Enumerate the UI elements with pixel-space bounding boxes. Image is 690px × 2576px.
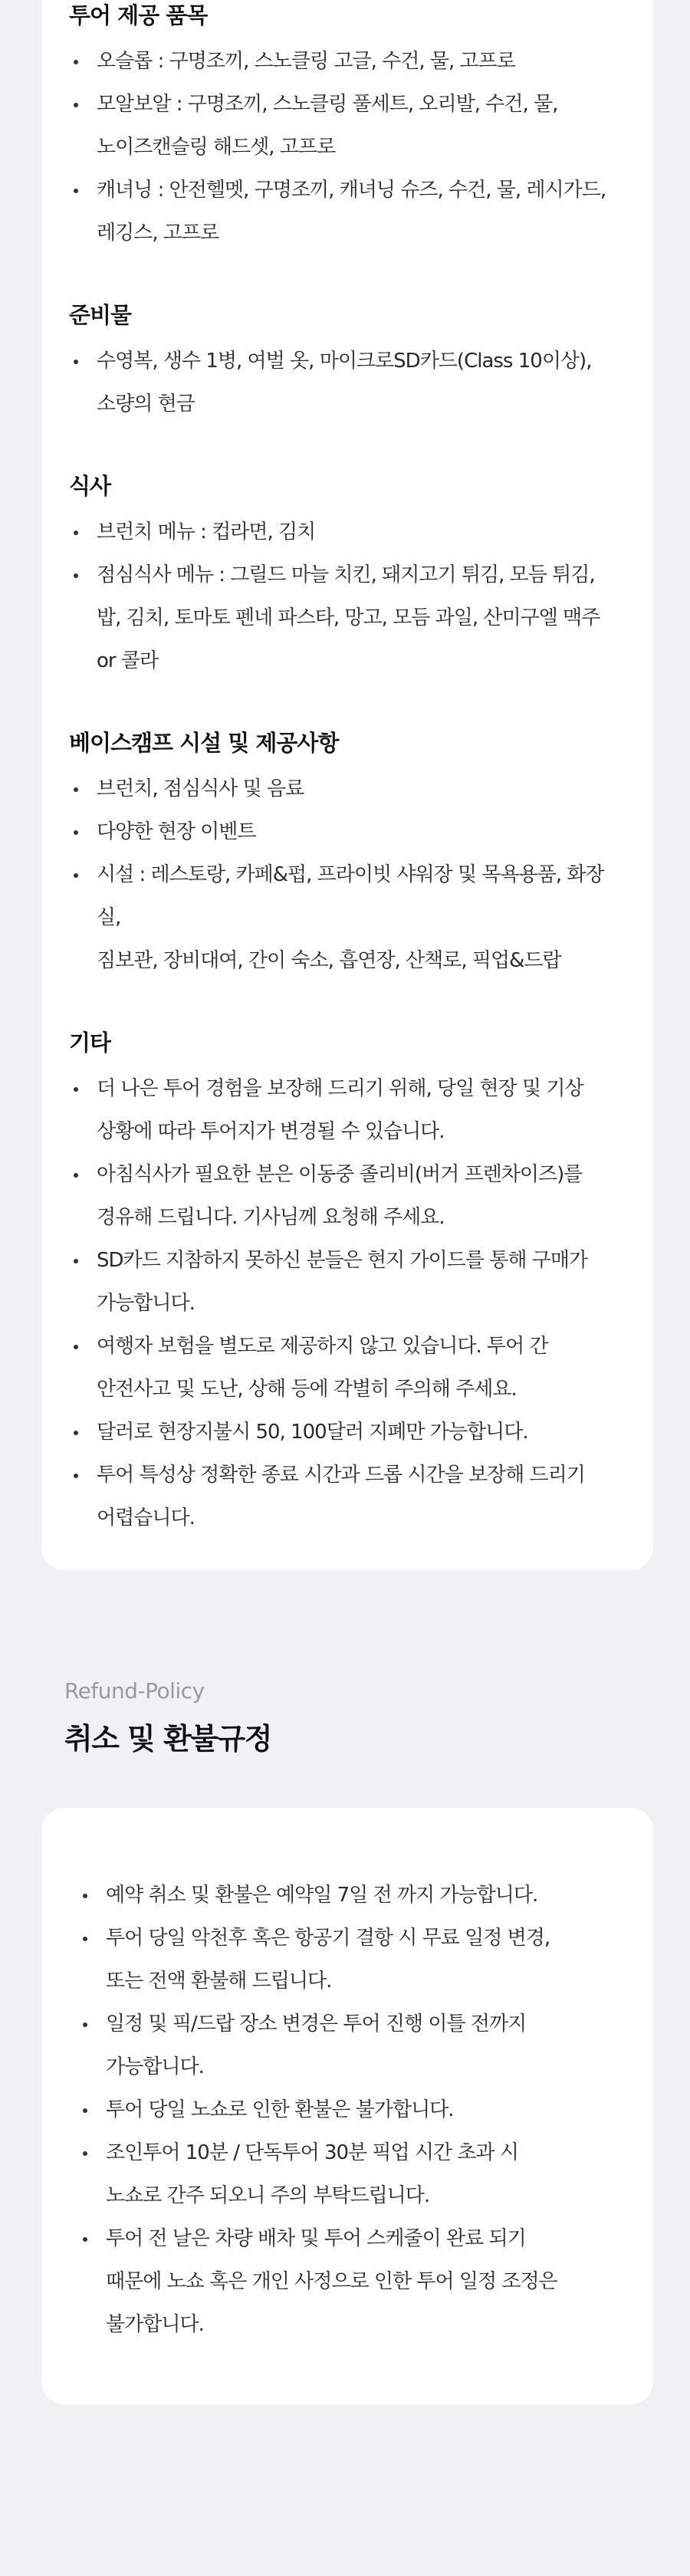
refund-kicker: Refund-Policy: [64, 1678, 205, 1704]
section-title: 투어 제공 품목: [69, 2, 208, 28]
etc-list: [69, 1067, 626, 1539]
section-title: 기타: [69, 1030, 111, 1056]
provided-items-list: [69, 40, 626, 255]
section-title: 베이스캠프 시설 및 제공사항: [69, 730, 339, 756]
preparation-list: [69, 340, 626, 426]
section-title: 준비물: [69, 302, 132, 328]
meals-list: [69, 511, 626, 682]
list-item: 투어 특성상 정확한 종료 시간과 드롭 시간을 보장해 드리기 어렵습니다.: [69, 1454, 626, 1539]
refund-title: 취소 및 환불규정: [64, 1722, 271, 1756]
tour-info-card: [41, 0, 653, 1570]
refund-policy-list: [78, 1874, 616, 2346]
basecamp-list: [69, 767, 626, 982]
list-item: 달러로 현장지불시 50, 100달러 지폐만 가능합니다.: [69, 1411, 626, 1454]
list-item: 일정 및 픽/드랍 장소 변경은 투어 진행 이틀 전까지 가능합니다.: [78, 2003, 616, 2088]
list-item: 다양한 현장 이벤트: [69, 810, 626, 853]
list-item: 아침식사가 필요한 분은 이동중 졸리비(버거 프렌차이즈)를 경유해 드립니다. 기사님께 요청해 주세요.: [69, 1153, 626, 1239]
list-item: 브런치 메뉴 : 컵라면, 김치: [69, 511, 626, 554]
list-item: 투어 당일 노쇼로 인한 환불은 불가합니다.: [78, 2088, 616, 2131]
section-provided-items: [69, 0, 626, 255]
section-etc: [69, 1027, 626, 1539]
section-basecamp: [69, 728, 626, 982]
list-item: 모알보알 : 구명조끼, 스노클링 풀세트, 오리발, 수건, 물, 노이즈캔슬링 해드셋, 고프로: [69, 83, 626, 169]
list-item: 수영복, 생수 1병, 여벌 옷, 마이크로SD카드(Class 10이상), 소량의 현금: [69, 340, 626, 426]
list-item: 캐녀닝 : 안전헬멧, 구명조끼, 캐녀닝 슈즈, 수건, 물, 레시가드, 레깅스, 고프로: [69, 169, 626, 255]
section-title: 식사: [69, 473, 111, 499]
list-item: 시설 : 레스토랑, 카페&펍, 프라이빗 샤워장 및 목욕용품, 화장실, 짐보관, 장비대여, 간이 숙소, 흡연장, 산책로, 픽업&드랍: [69, 853, 626, 982]
list-item: 점심식사 메뉴 : 그릴드 마늘 치킨, 돼지고기 튀김, 모듬 튀김, 밥, 김치, 토마토 펜네 파스타, 망고, 모듬 과일, 산미구엘 맥주 or 콜라: [69, 554, 626, 682]
list-item: 여행자 보험을 별도로 제공하지 않고 있습니다. 투어 간 안전사고 및 도난, 상해 등에 각별히 주의해 주세요.: [69, 1325, 626, 1411]
list-item: 예약 취소 및 환불은 예약일 7일 전 까지 가능합니다.: [78, 1874, 616, 1917]
list-item: 더 나은 투어 경험을 보장해 드리기 위해, 당일 현장 및 기상 상황에 따라 투어지가 변경될 수 있습니다.: [69, 1067, 626, 1153]
list-item: 브런치, 점심식사 및 음료: [69, 767, 626, 810]
list-item: 오슬롭 : 구명조끼, 스노클링 고글, 수건, 물, 고프로: [69, 40, 626, 83]
list-item: 투어 전 날은 차량 배차 및 투어 스케줄이 완료 되기 때문에 노쇼 혹은 개인 사정으로 인한 투어 일정 조정은 불가합니다.: [78, 2217, 616, 2346]
section-preparation: [69, 300, 626, 426]
list-item: 투어 당일 악천후 혹은 항공기 결항 시 무료 일정 변경, 또는 전액 환불해 드립니다.: [78, 1917, 616, 2003]
list-item: SD카드 지참하지 못하신 분들은 현지 가이드를 통해 구매가 가능합니다.: [69, 1239, 626, 1325]
refund-policy-card: [41, 1808, 653, 2404]
list-item: 조인투어 10분 / 단독투어 30분 픽업 시간 초과 시 노쇼로 간주 되오니 주의 부탁드립니다.: [78, 2131, 616, 2217]
refund-heading: [64, 1676, 271, 1760]
section-meals: [69, 471, 626, 682]
